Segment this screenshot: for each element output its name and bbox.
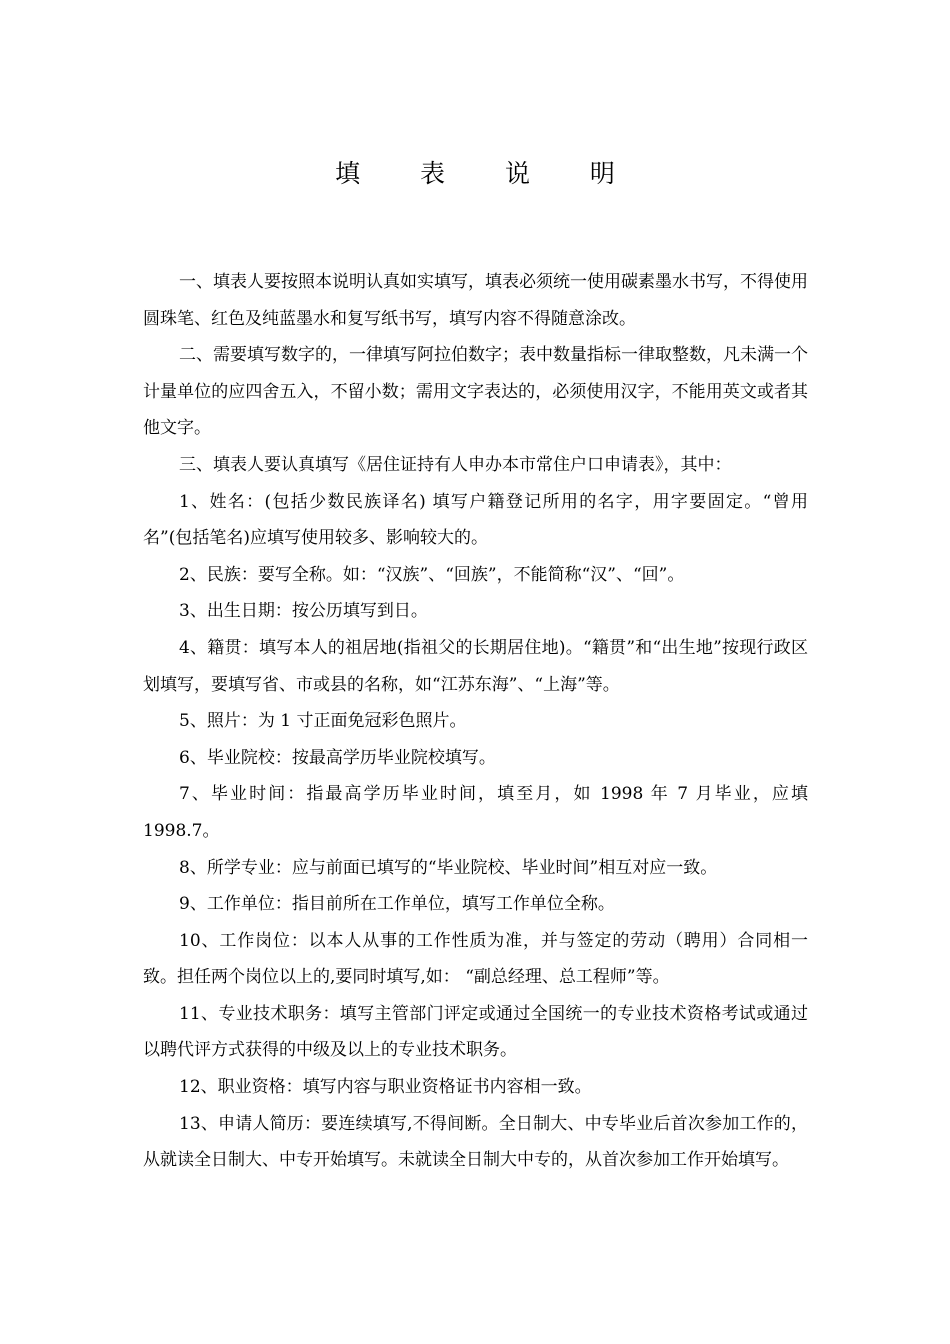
paragraph-name: 1、姓名：(包括少数民族译名) 填写户籍登记所用的名字，用字要固定。“曾用名”(包括笔名)应填写使用较多、影响较大的。 xyxy=(143,491,808,549)
paragraph-photo: 5、照片：为 1 寸正面免冠彩色照片。 xyxy=(179,711,467,732)
paragraph-native-place: 4、籍贯：填写本人的祖居地(指祖父的长期居住地)。“籍贯”和“出生地”按现行政区划填写，要填写省、市或县的名称，如“江苏东海”、“上海”等。 xyxy=(143,637,808,695)
paragraph-graduation-time: 7、毕业时间：指最高学历毕业时间，填至月，如 1998 年 7 月毕业，应填 1998.7。 xyxy=(143,784,808,841)
paragraph-qualification: 12、职业资格：填写内容与职业资格证书内容相一致。 xyxy=(179,1077,592,1098)
paragraph-ethnicity: 2、民族：要写全称。如：“汉族”、“回族”，不能简称“汉”、“回”。 xyxy=(179,564,685,585)
paragraph-number-rules: 二、需要填写数字的，一律填写阿拉伯数字；表中数量指标一律取整数，凡未满一个计量单位的应四舍五入，不留小数；需用文字表达的，必须使用汉字，不能用英文或者其他文字。 xyxy=(143,345,808,439)
paragraph-employer: 9、工作单位：指目前所在工作单位，填写工作单位全称。 xyxy=(179,894,615,915)
paragraph-general-rules: 一、填表人要按照本说明认真如实填写，填表必须统一使用碳素墨水书写，不得使用圆珠笔、红色及纯蓝墨水和复写纸书写，填写内容不得随意涂改。 xyxy=(143,272,808,329)
paragraph-form-intro: 三、填表人要认真填写《居住证持有人申办本市常住户口申请表》，其中： xyxy=(179,454,732,475)
paragraph-job-position: 10、工作岗位：以本人从事的工作性质为准，并与签定的劳动（聘用）合同相一致。担任两个岗位以上的,要同时填写,如： “副总经理、总工程师”等。 xyxy=(143,930,808,988)
page-title: 填 表 说 明 xyxy=(335,159,641,188)
paragraph-birth-date: 3、出生日期：按公历填写到日。 xyxy=(179,601,428,622)
paragraph-resume: 13、申请人简历：要连续填写,不得间断。全日制大、中专毕业后首次参加工作的，从就读全日制大、中专开始填写。未就读全日制大中专的，从首次参加工作开始填写。 xyxy=(143,1113,808,1171)
paragraph-major: 8、所学专业：应与前面已填写的“毕业院校、毕业时间”相互对应一致。 xyxy=(179,857,718,878)
paragraph-graduate-school: 6、毕业院校：按最高学历毕业院校填写。 xyxy=(179,747,496,768)
instructions-body xyxy=(143,264,808,1179)
paragraph-technical-title: 11、专业技术职务：填写主管部门评定或通过全国统一的专业技术资格考试或通过以聘代评方式获得的中级及以上的专业技术职务。 xyxy=(143,1003,808,1061)
